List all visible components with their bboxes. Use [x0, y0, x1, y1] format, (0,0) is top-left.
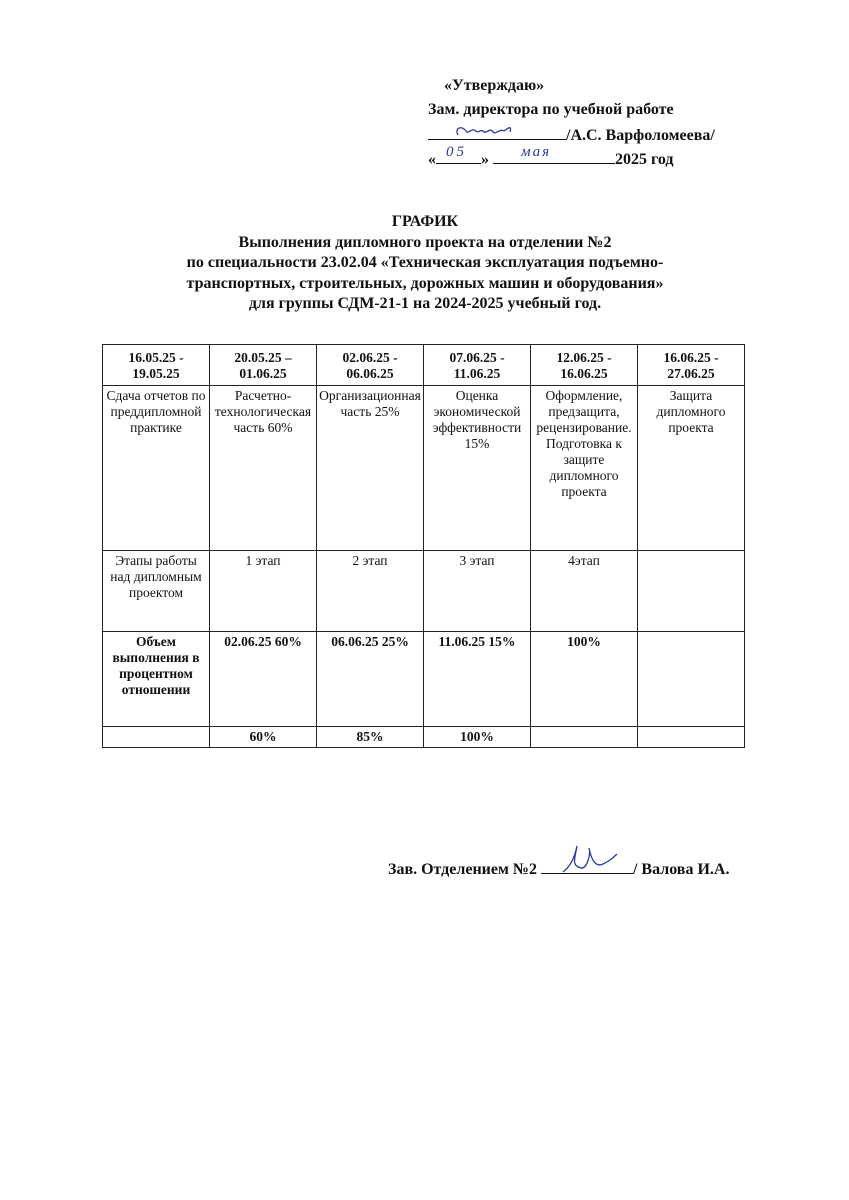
handwritten-signature-icon: [541, 856, 633, 873]
date-month-blank: [493, 146, 615, 164]
handwritten-signature-icon: [428, 122, 566, 139]
stage-cell: 2 этап: [317, 551, 424, 632]
period-cell: 12.06.25 - 16.06.25: [531, 345, 638, 386]
approval-position: Зам. директора по учебной работе: [428, 101, 674, 118]
footer-signer: / Валова И.А.: [632, 861, 730, 878]
task-cell: Сдача отчетов по преддипломной практике: [103, 386, 210, 551]
volume-label-cell: Объем выполнения в процентном отношении: [103, 632, 210, 727]
stage-cell: [638, 551, 745, 632]
task-cell: Защита дипломного проекта: [638, 386, 745, 551]
stage-cell: 3 этап: [424, 551, 531, 632]
date-day-handwritten: 05: [446, 144, 467, 160]
date-month-handwritten: мая: [521, 144, 552, 160]
approval-signer: /А.С. Варфоломеева/: [566, 127, 715, 144]
volume-cell: 11.06.25 15%: [424, 632, 531, 727]
task-cell: Организационная часть 25%: [317, 386, 424, 551]
total-cell: 100%: [424, 727, 531, 748]
heading-line-4: для группы СДМ-21-1 на 2024-2025 учебный год.: [248, 295, 602, 312]
period-cell: 07.06.25 - 11.06.25: [424, 345, 531, 386]
approval-block: [428, 74, 715, 170]
period-cell: 16.06.25 - 27.06.25: [638, 345, 745, 386]
footer-signature-blank: [541, 856, 633, 874]
table-row-periods: [103, 345, 745, 386]
task-cell: Оценка экономической эффективности 15%: [424, 386, 531, 551]
stage-cell: 1 этап: [210, 551, 317, 632]
total-cell: 60%: [210, 727, 317, 748]
period-cell: 16.05.25 - 19.05.25: [103, 345, 210, 386]
approval-date-line: [428, 146, 715, 170]
footer-signature: [388, 856, 729, 879]
footer-label: Зав. Отделением №2: [388, 861, 537, 878]
date-close-quote: »: [481, 151, 489, 168]
date-year: 2025 год: [615, 151, 674, 168]
stage-cell: Этапы работы над дипломным проектом: [103, 551, 210, 632]
document-heading: [60, 212, 790, 315]
date-open-quote: «: [428, 151, 436, 168]
table-row-tasks: [103, 386, 745, 551]
volume-cell: [638, 632, 745, 727]
total-cell: [103, 727, 210, 748]
total-cell: [531, 727, 638, 748]
date-day-blank: [436, 146, 481, 164]
period-cell: 20.05.25 – 01.06.25: [210, 345, 317, 386]
total-cell: 85%: [317, 727, 424, 748]
signature-blank: [428, 122, 566, 140]
table-row-volume: [103, 632, 745, 727]
task-cell: Расчетно-технологическая часть 60%: [210, 386, 317, 551]
volume-cell: 100%: [531, 632, 638, 727]
period-cell: 02.06.25 - 06.06.25: [317, 345, 424, 386]
total-cell: [638, 727, 745, 748]
heading-line-1: Выполнения дипломного проекта на отделении №2: [238, 233, 612, 251]
approval-signature-line: [428, 122, 715, 146]
heading-title: ГРАФИК: [391, 213, 459, 230]
heading-line-3: транспортных, строительных, дорожных машин и оборудования»: [186, 274, 664, 292]
volume-cell: 02.06.25 60%: [210, 632, 317, 727]
stage-cell: 4этап: [531, 551, 638, 632]
task-cell: Оформление, предзащита, рецензирование. Подготовка к защите дипломного проекта: [531, 386, 638, 551]
table-row-totals: [103, 727, 745, 748]
approval-title: «Утверждаю»: [444, 77, 545, 94]
volume-cell: 06.06.25 25%: [317, 632, 424, 727]
schedule-table: [102, 344, 745, 748]
table-row-stages: [103, 551, 745, 632]
heading-line-2: по специальности 23.02.04 «Техническая эксплуатация подъемно-: [186, 254, 664, 271]
